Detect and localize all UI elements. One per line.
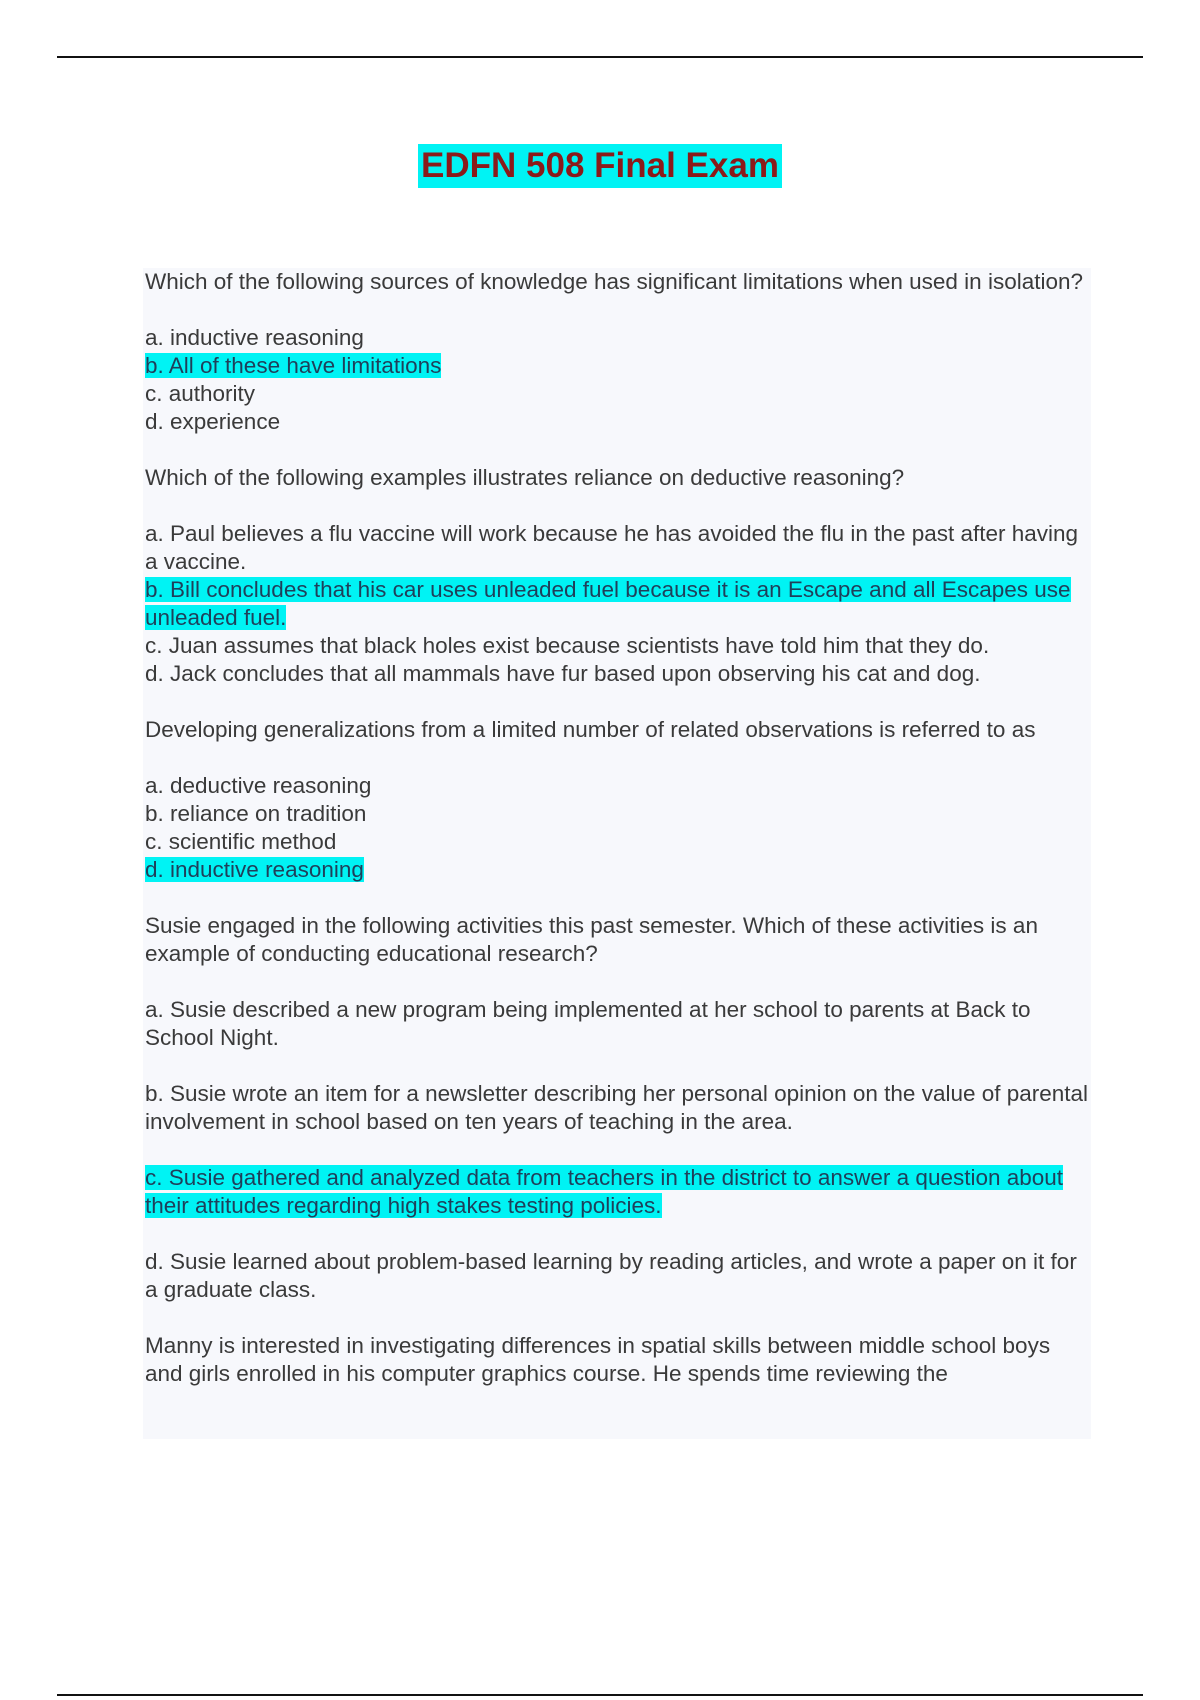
option-4d: d. Susie learned about problem-based learning by reading articles, and wrote a paper on it for a graduate class. (145, 1249, 1077, 1302)
option-2b-correct: b. Bill concludes that his car uses unleaded fuel because it is an Escape and all Escapes use unleaded fuel. (145, 577, 1071, 630)
option-3a: a. deductive reasoning (145, 773, 372, 798)
option-1c: c. authority (145, 381, 256, 406)
option-3d-correct: d. inductive reasoning (145, 857, 364, 882)
question-1-options (145, 324, 1089, 436)
document-title: EDFN 508 Final Exam (418, 144, 782, 188)
option-2c: c. Juan assumes that black holes exist because scientists have told him that they do. (145, 633, 990, 658)
question-4-options (145, 996, 1089, 1304)
option-2d: d. Jack concludes that all mammals have fur based upon observing his cat and dog. (145, 661, 981, 686)
option-4b: b. Susie wrote an item for a newsletter describing her personal opinion on the value of parental involvement in school based on ten years of teaching in the area. (145, 1081, 1089, 1134)
option-4c-correct: c. Susie gathered and analyzed data from teachers in the district to answer a question about their attitudes regarding high stakes testing policies. (145, 1165, 1064, 1218)
option-2a: a. Paul believes a flu vaccine will work because he has avoided the flu in the past after having a vaccine. (145, 521, 1079, 574)
top-rule (57, 56, 1143, 58)
exam-content (143, 268, 1091, 1439)
option-1a: a. inductive reasoning (145, 325, 364, 350)
question-5-text: Manny is interested in investigating differences in spatial skills between middle school boys and girls enrolled in his computer graphics course. He spends time reviewing the (145, 1333, 1051, 1386)
option-1d: d. experience (145, 409, 281, 434)
question-1-text: Which of the following sources of knowledge has significant limitations when used in isolation? (145, 269, 1084, 294)
option-3c: c. scientific method (145, 829, 337, 854)
question-2-options (145, 520, 1089, 688)
question-3-options (145, 772, 1089, 884)
title-block (0, 144, 1200, 188)
option-4a: a. Susie described a new program being implemented at her school to parents at Back to School Night. (145, 997, 1031, 1050)
question-4-text: Susie engaged in the following activities this past semester. Which of these activities is an example of conducting educational research? (145, 913, 1038, 966)
bottom-rule (57, 1694, 1143, 1696)
question-2-text: Which of the following examples illustrates reliance on deductive reasoning? (145, 465, 905, 490)
option-1b-correct: b. All of these have limitations (145, 353, 442, 378)
option-3b: b. reliance on tradition (145, 801, 367, 826)
question-3-text: Developing generalizations from a limited number of related observations is referred to as (145, 717, 1036, 742)
